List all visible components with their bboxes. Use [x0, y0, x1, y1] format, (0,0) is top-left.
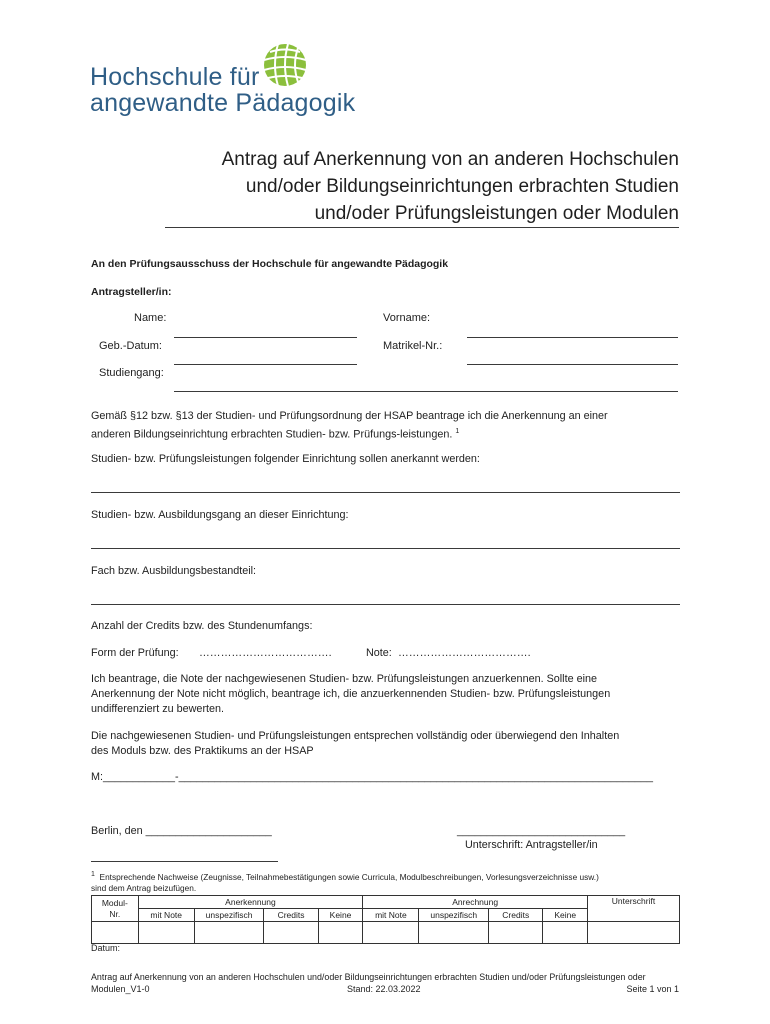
note-dots-field[interactable]: ……………………………….: [398, 647, 531, 659]
modul-nr-header: Modul- Nr.: [92, 896, 139, 922]
gemaess-line-1: Gemäß §12 bzw. §13 der Studien- und Prüfungsordnung der HSAP beantrage ich die Anerkennung an einer: [91, 410, 608, 422]
assessment-table: [91, 895, 680, 944]
einrichtung-label: Studien- bzw. Prüfungsleistungen folgender Einrichtung sollen anerkannt werden:: [91, 453, 480, 465]
footnote-line-1: [91, 869, 681, 883]
title-line-3: und/oder Prüfungsleistungen oder Modulen: [314, 203, 679, 224]
cell-modul-nr[interactable]: [92, 922, 139, 944]
footnote-ref: 1: [455, 428, 460, 435]
note-paragraph: [91, 672, 679, 717]
fach-field[interactable]: [91, 604, 680, 605]
footnote-text-1: Entsprechende Nachweise (Zeugnisse, Teilnahmebestätigungen sowie Curricula, Modulbeschreibungen, Vorlesungsverzeichnisse usw.): [99, 871, 599, 882]
einrichtung-field[interactable]: [91, 492, 680, 493]
fach-label: Fach bzw. Ausbildungsbestandteil:: [91, 565, 257, 577]
note-line-2: Anerkennung der Note nicht möglich, beantrage ich, die anzuerkennenden Studien- bzw. Prüfungsleistungen: [91, 688, 611, 700]
footnote-text-2: sind dem Antrag beizufügen.: [91, 882, 197, 893]
note-line-1: Ich beantrage, die Note der nachgewiesenen Studien- bzw. Prüfungsleistungen anzuerkennen. Sollte eine: [91, 673, 597, 685]
logo-line-2: angewandte Pädagogik: [90, 89, 356, 117]
footer-version: Modulen_V1-0: [91, 984, 150, 994]
inhalt-line-2: des Moduls bzw. des Praktikums an der HSAP: [91, 745, 314, 757]
applicant-heading: Antragsteller/in:: [91, 286, 172, 298]
inhalt-line-1: Die nachgewiesenen Studien- und Prüfungsleistungen entsprechen vollständig oder überwiegend den Inhalten: [91, 730, 620, 742]
gemaess-paragraph: [91, 409, 679, 443]
matrikel-field[interactable]: [467, 364, 678, 365]
logo: [90, 40, 360, 120]
cell-unterschrift[interactable]: [588, 922, 680, 944]
cell-anrechnung-credits[interactable]: [489, 922, 543, 944]
anrechnung-keine: Keine: [543, 909, 588, 922]
cell-anerkennung-unspezifisch[interactable]: [194, 922, 264, 944]
footer-page: Seite 1 von 1: [626, 984, 679, 994]
addressee: An den Prüfungsausschuss der Hochschule für angewandte Pädagogik: [91, 258, 449, 270]
title-line-1: Antrag auf Anerkennung von an anderen Hochschulen: [221, 149, 679, 170]
title-rule: [165, 227, 679, 228]
form-dots-field[interactable]: ……………………………….: [199, 647, 332, 659]
footnote-number: 1: [91, 871, 95, 878]
gemaess-line-2: anderen Bildungseinrichtung erbrachten Studien- bzw. Prüfungs-leistungen. $^1$: [91, 428, 460, 441]
credits-label: Anzahl der Credits bzw. des Stundenumfangs:: [91, 620, 313, 632]
name-field[interactable]: [174, 337, 357, 338]
globe-logo-icon: [262, 42, 308, 88]
signature-field[interactable]: ____________________________: [457, 825, 626, 837]
cell-anerkennung-keine[interactable]: [318, 922, 363, 944]
note-label: Note:: [366, 647, 392, 659]
cell-anerkennung-credits[interactable]: [264, 922, 318, 944]
anrechnung-unspezifisch: unspezifisch: [419, 909, 489, 922]
anrechnung-header: Anrechnung: [363, 896, 588, 909]
vorname-field[interactable]: [467, 337, 678, 338]
footnote: [91, 869, 681, 894]
signature-label: Unterschrift: Antragsteller/in: [465, 839, 598, 851]
datum-label: Datum:: [91, 943, 121, 953]
anerkennung-keine: Keine: [318, 909, 363, 922]
anrechnung-mit-note: mit Note: [363, 909, 419, 922]
matrikel-label: Matrikel-Nr.:: [383, 340, 443, 352]
vorname-label: Vorname:: [383, 312, 431, 324]
form-label: Form der Prüfung:: [91, 647, 179, 659]
document-title: [119, 146, 679, 227]
berlin-date-field[interactable]: Berlin, den _____________________: [91, 825, 272, 837]
studiengang-field[interactable]: [174, 391, 678, 392]
unterschrift-header: Unterschrift: [588, 896, 680, 922]
m-field[interactable]: M:____________-_______________________________________________________________________________: [91, 771, 654, 783]
anrechnung-credits: Credits: [489, 909, 543, 922]
ausbildungsgang-label: Studien- bzw. Ausbildungsgang an dieser Einrichtung:: [91, 509, 349, 521]
anerkennung-credits: Credits: [264, 909, 318, 922]
cell-anerkennung-mit-note[interactable]: [138, 922, 194, 944]
cell-anrechnung-keine[interactable]: [543, 922, 588, 944]
inhalt-paragraph: [91, 729, 679, 759]
cell-anrechnung-unspezifisch[interactable]: [419, 922, 489, 944]
ausbildungsgang-field[interactable]: [91, 548, 680, 549]
title-line-2: und/oder Bildungseinrichtungen erbrachten Studien: [245, 176, 679, 197]
footer-line-1: Antrag auf Anerkennung von an anderen Hochschulen und/oder Bildungseinrichtungen erbrachten Studien und/oder Prüfungsleistungen oder: [91, 972, 646, 982]
anerkennung-header: Anerkennung: [138, 896, 363, 909]
note-line-3: undifferenziert zu bewerten.: [91, 703, 225, 715]
studiengang-label: Studiengang:: [99, 367, 164, 379]
geb-datum-label: Geb.-Datum:: [99, 340, 162, 352]
anerkennung-mit-note: mit Note: [138, 909, 194, 922]
cell-anrechnung-mit-note[interactable]: [363, 922, 419, 944]
footer-stand: Stand: 22.03.2022: [347, 984, 421, 994]
logo-line-1: Hochschule für: [90, 63, 260, 91]
table-row: [92, 922, 680, 944]
name-label: Name:: [134, 312, 167, 324]
geb-datum-field[interactable]: [174, 364, 357, 365]
footnote-rule: [91, 861, 278, 862]
anerkennung-unspezifisch: unspezifisch: [194, 909, 264, 922]
